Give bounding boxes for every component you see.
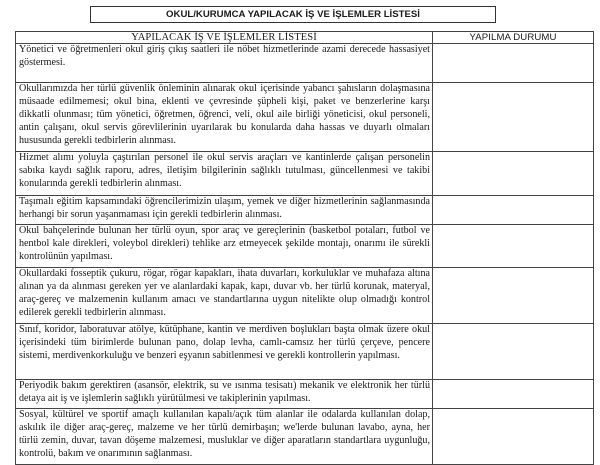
task-text: Periyodik bakım gerektiren (asansör, elektrik, su ve ısınma tesisatı) mekanik ve elektronik her türlü detaya ait iş ve işlemlerin sağlıklı yürütülmesi ve takiplerinin yapılması. [16,380,433,409]
task-text: Okul bahçelerinde bulunan her türlü oyun, spor araç ve gereçlerinin (basketbol potaları, futbol ve hentbol kale direkleri, voleybol direkleri) tehlike arz etmeyecek şekilde montajı, onarımı ile sürekli kontrolünün yapılması. [16,225,433,268]
table-row [16,225,594,268]
table-header-row [16,32,594,44]
table-row [16,380,594,409]
task-text: Sosyal, kültürel ve sportif amaçlı kullanılan kapalı/açık tüm alanlar ile odalarda kullanılan dolap, askılık ile diğer araç-gereç, malzeme ve her türlü demirbaşın; we'lerde bulunan lavabo, ayna, her türlü zemin, duvar, tavan döşeme malzemesi, musluklar ve diğer aparatların standartlara uygunluğu, kontrolü, bakım ve onarımının sağlanması. [16,409,433,465]
status-cell [433,225,594,268]
task-text: Yönetici ve öğretmenleri okul giriş çıkış saatleri ile nöbet hizmetlerinde azami derecede hassasiyet göstermesi. [16,44,433,83]
status-cell [433,409,594,465]
table-row [16,44,594,83]
table-row [16,324,594,380]
status-cell [433,380,594,409]
status-cell [433,44,594,83]
table-row [16,152,594,196]
status-cell [433,152,594,196]
status-cell [433,196,594,225]
task-text: Sınıf, koridor, laboratuvar atölye, kütüphane, kantin ve merdiven boşlukları başta olmak üzere okul içerisindeki tüm birimlerde bulunan pano, dolap levha, camlı-camsız her türlü çerçeve, pencere sistemi, merdivenkorkuluğu ve benzeri eşyanın sabitlenmesi ve gerekli kontrollerin yapılması. [16,324,433,380]
table-row [16,83,594,152]
table-row [16,409,594,465]
document-title: OKUL/KURUMCA YAPILACAK İŞ VE İŞLEMLER LİSTESİ [90,6,496,23]
table-row [16,268,594,324]
task-text: Okullarımızda her türlü güvenlik önleminin alınarak okul içerisinde yabancı şahısların dolaşmasına müsaade edilmemesi; okul bina, eklenti ve çevresinde şüpheli kişi, paket ve benzerlerine karşı dikkatli olunması; tüm yönetici, öğretmen, öğrenci, veli, okul aile birliği yöneticisi, okul personeli, antin çalışanı, okul servis görevlilerinin uyarılarak bu konularda daha hassas ve duyarlı olmaları hususunda gerekli tedbirlerin alınması. [16,83,433,152]
status-cell [433,324,594,380]
task-text: Taşımalı eğitim kapsamındaki öğrencilerimizin ulaşım, yemek ve diğer hizmetlerinin sağlanmasında herhangi bir sorun yaşanmaması için gerekli tedbirlerin alınması. [16,196,433,225]
task-table [15,31,594,465]
status-cell [433,83,594,152]
task-text: Okullardaki fosseptik çukuru, rögar, rögar kapakları, ihata duvarları, korkuluklar ve muhafaza altına alınan ya da alınması gereken yer ve alanlardaki kapak, kapı, duvar vb. her türlü korunak, materyal, araç-gereç ve malzemenin kullanım amacı ve standartlarına uygun nitelikte olup olmadığı kontrol edilerek gerekli tedbirlerin alınması. [16,268,433,324]
status-cell [433,268,594,324]
header-tasks: YAPILACAK İŞ VE İŞLEMLER LİSTESİ [16,32,433,44]
table-row [16,196,594,225]
header-status: YAPILMA DURUMU [433,32,594,44]
task-text: Hizmet alımı yoluyla çaştırılan personel ile okul servis araçları ve kantinlerde çalışan personelin sabıka kaydı sağlık raporu, adres, iletişim bilgilerinin sağlıklı tutulması, güncellenmesi ve takibi konularında gerekli tedbirlerin alınması. [16,152,433,196]
